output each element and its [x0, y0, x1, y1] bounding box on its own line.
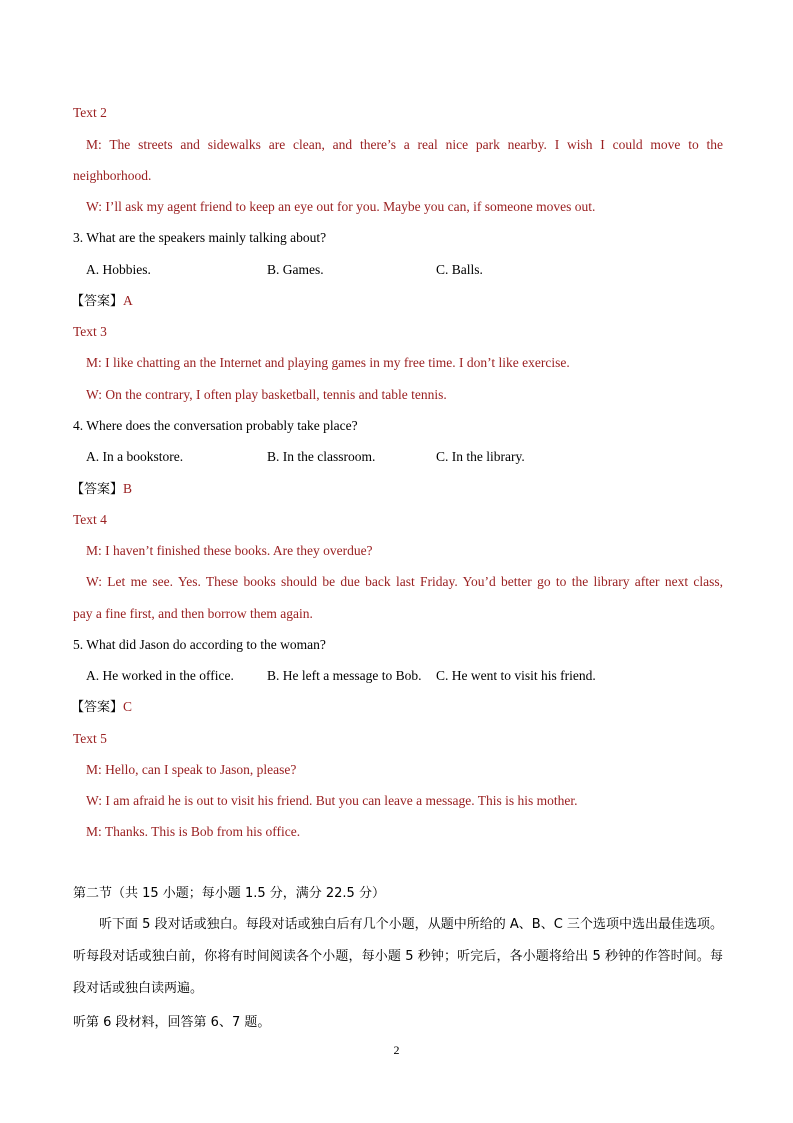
q4-option-b: B. In the classroom. [267, 449, 376, 464]
q3-answer [71, 293, 721, 310]
q4-answer [71, 481, 721, 498]
q5-option-a: A. He worked in the office. [86, 668, 234, 683]
section-2-heading: 第二节（共 15 小题；每小题 1.5 分，满分 22.5 分） [73, 886, 385, 901]
text2-man-line-cont: neighborhood. [73, 168, 152, 183]
q5-option-b: B. He left a message to Bob. [267, 668, 422, 683]
text4-man-line: M: I haven’t finished these books. Are they overdue? [86, 543, 373, 558]
text2-man-line: M: The streets and sidewalks are clean, and there’s a real nice park nearby. I wish I could move to the [86, 137, 723, 152]
text2-woman-line: W: I’ll ask my agent friend to keep an eye out for you. Maybe you can, if someone moves out. [86, 199, 596, 214]
text3-label: Text 3 [73, 324, 107, 339]
text5-man-line-2: M: Thanks. This is Bob from his office. [86, 824, 301, 839]
text4-woman-line: W: Let me see. Yes. These books should be due back last Friday. You’d better go to the library after next class, [86, 574, 723, 589]
q4-option-c: C. In the library. [436, 449, 525, 464]
q3-option-b: B. Games. [267, 262, 324, 277]
text4-label: Text 4 [73, 512, 107, 527]
page-number: 2 [393, 1043, 400, 1057]
answer-value: C [123, 699, 133, 714]
text2-label: Text 2 [73, 105, 107, 120]
text3-man-line: M: I like chatting an the Internet and playing games in my free time. I don’t like exercise. [86, 355, 570, 370]
q3-option-a: A. Hobbies. [86, 262, 151, 277]
question-4: 4. Where does the conversation probably take place? [73, 418, 358, 433]
answer-value: A [123, 293, 133, 308]
question-5: 5. What did Jason do according to the woman? [73, 637, 326, 652]
text3-woman-line: W: On the contrary, I often play basketball, tennis and table tennis. [86, 387, 447, 402]
section-2-instructions: 听下面 5 段对话或独白。每段对话或独白后有几个小题，从题中所给的 A、B、C 三个选项中选出最佳选项。听每段对话或独白前，你将有时间阅读各个小题，每小题 5 秒钟；听完后，各小题将给出 5 秒钟的作答时间。每段对话或独白读两遍。 [73, 917, 723, 996]
answer-value: B [123, 481, 133, 496]
text5-woman-line: W: I am afraid he is out to visit his friend. But you can leave a message. This is his mother. [86, 793, 578, 808]
q4-option-a: A. In a bookstore. [86, 449, 184, 464]
question-3: 3. What are the speakers mainly talking about? [73, 230, 327, 245]
answer-label: 【答案】 [71, 294, 124, 309]
q5-option-c: C. He went to visit his friend. [436, 668, 596, 683]
answer-label: 【答案】 [71, 482, 124, 497]
text5-label: Text 5 [73, 731, 107, 746]
q5-answer [71, 699, 721, 716]
text5-man-line-1: M: Hello, can I speak to Jason, please? [86, 762, 297, 777]
text4-woman-line-cont: pay a fine first, and then borrow them again. [73, 606, 313, 621]
section-2-next-material: 听第 6 段材料，回答第 6、7 题。 [73, 1015, 271, 1030]
answer-label: 【答案】 [71, 700, 124, 715]
q3-option-c: C. Balls. [436, 262, 483, 277]
